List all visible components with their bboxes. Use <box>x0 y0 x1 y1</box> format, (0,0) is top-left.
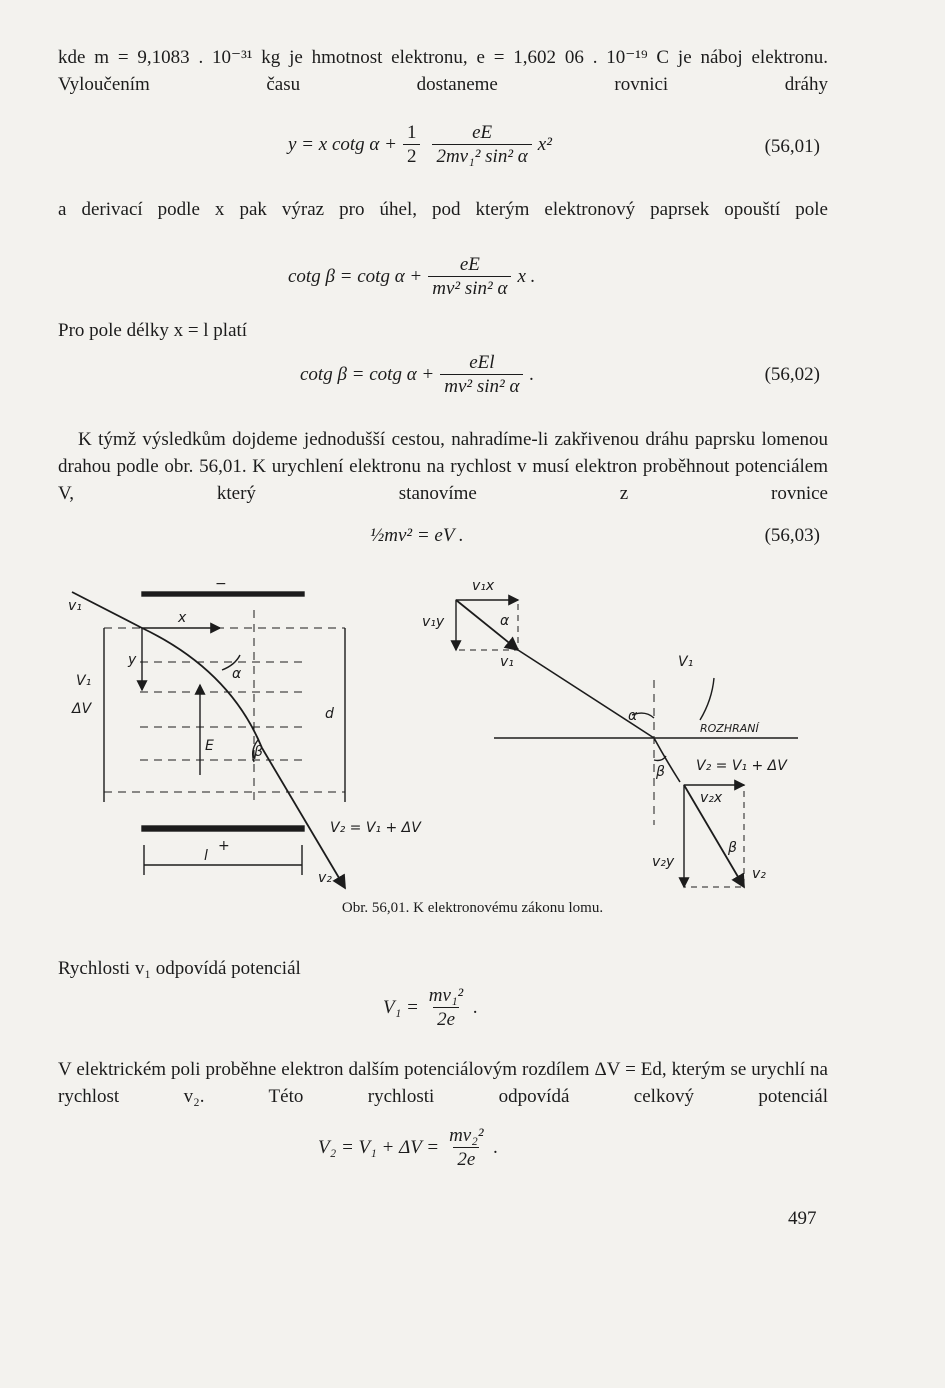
eq4-number: (56,03) <box>764 525 820 546</box>
eq6-den: 2e <box>453 1147 479 1171</box>
label-right-V1: V₁ <box>678 654 694 670</box>
label-y: y <box>128 652 137 668</box>
label-d: d <box>325 706 334 722</box>
label-v2x: v₂x <box>700 790 723 806</box>
eq1-half-num: 1 <box>406 122 417 143</box>
equation-56-03: ½mv² = eV . <box>370 525 464 546</box>
figure-caption: Obr. 56,01. K elektronovému zákonu lomu. <box>341 900 604 916</box>
label-right-v1: v₁ <box>500 654 514 670</box>
eq1-number: (56,01) <box>764 136 820 157</box>
label-x: x <box>178 610 187 626</box>
label-right-beta-bottom: β <box>728 840 737 856</box>
equation-cotg-beta <box>288 254 535 300</box>
eq6-lhs: V₂ = V₁ + ΔV = <box>318 1137 440 1158</box>
eq3-tail: . <box>529 364 535 385</box>
equation-V1 <box>383 985 478 1031</box>
label-left-alpha: α <box>232 666 242 682</box>
equation-56-02 <box>300 352 534 398</box>
eq3-den: mv² sin² α <box>440 374 523 398</box>
eq3-number: (56,02) <box>764 364 820 385</box>
page-number: 497 <box>788 1208 817 1229</box>
eq5-den: 2e <box>433 1007 459 1031</box>
eq2-lhs: cotg β = cotg α + <box>288 266 423 287</box>
label-left-V2-eq: V₂ = V₁ + ΔV <box>330 820 421 836</box>
eq5-fraction <box>425 985 467 1031</box>
eq1-num: eE <box>472 122 493 143</box>
eq5-lhs: V₁ = <box>383 997 419 1018</box>
eq1-den: 2mv₁² sin² α <box>432 144 531 168</box>
eq1-lhs: y = x cotg α + <box>288 134 397 155</box>
label-l: l <box>204 848 208 864</box>
paragraph-derivative: a derivací podle x pak výraz pro úhel, pod kterým elektronový paprsek opouští pole <box>58 199 828 220</box>
label-v2y: v₂y <box>652 854 675 870</box>
eq6-fraction <box>445 1125 487 1171</box>
paragraph-simpler-path: K týmž výsledkům dojdeme jednodušší cestou, nahradíme-li zakřivenou dráhu paprsku lomenou drahou podle obr. 56,01. K urychlení elektronu na rychlost v musí elektron proběhnout potenciálem V, který stanovíme z rovnice <box>58 429 828 504</box>
label-right-alpha: α <box>628 708 638 724</box>
label-E: E <box>205 738 214 754</box>
label-left-v1: v₁ <box>68 598 82 614</box>
label-deltaV: ΔV <box>72 701 92 717</box>
equation-56-01 <box>288 122 552 168</box>
label-left-beta: β <box>254 744 263 760</box>
label-minus: − <box>215 576 227 592</box>
label-plus: + <box>218 838 230 854</box>
eq6-tail: . <box>493 1137 499 1158</box>
negative-plate <box>142 592 304 596</box>
eq3-num: eEl <box>469 352 495 373</box>
eq1-tail: x² <box>537 134 552 155</box>
label-V1: V₁ <box>76 673 92 689</box>
eq5-tail: . <box>473 997 479 1018</box>
label-right-v2: v₂ <box>752 866 766 882</box>
eq2-num: eE <box>459 254 480 275</box>
eq1-fraction <box>432 122 531 168</box>
eq1-half-den: 2 <box>403 144 421 168</box>
paragraph-intro: kde m = 9,1083 . 10⁻³¹ kg je hmotnost elektronu, e = 1,602 06 . 10⁻¹⁹ C je náboj elektronu. Vyloučením času dostaneme rovnici dráhy <box>58 47 828 95</box>
eq3-lhs: cotg β = cotg α + <box>300 364 435 385</box>
eq1-half <box>403 122 421 168</box>
positive-plate <box>142 826 304 831</box>
label-right-beta-top: β <box>656 764 665 780</box>
equation-V2 <box>318 1125 498 1171</box>
paragraph-total-potential: V elektrickém poli proběhne elektron dalším potenciálovým rozdílem ΔV = Ed, kterým se urychlí na rychlost v₂. Této rychlosti odpovídá celkový potenciál <box>58 1059 828 1107</box>
label-rozhrani: ROZHRANÍ <box>700 722 759 735</box>
paragraph-field-length: Pro pole délky x = l platí <box>58 320 248 341</box>
label-right-alpha-top: α <box>500 613 510 629</box>
figure-electron-refraction <box>0 570 945 900</box>
eq5-num: mv₁² <box>428 985 464 1006</box>
eq3-fraction <box>440 352 523 398</box>
label-v1y: v₁y <box>422 614 445 630</box>
eq6-num: mv₂² <box>449 1125 484 1146</box>
eq2-tail: x . <box>517 266 536 287</box>
paragraph-velocity-potential: Rychlosti v₁ odpovídá potenciál <box>58 958 301 979</box>
label-right-V2-eq: V₂ = V₁ + ΔV <box>696 758 787 774</box>
eq2-fraction <box>428 254 511 300</box>
eq2-den: mv² sin² α <box>428 276 511 300</box>
label-left-v2: v₂ <box>318 870 332 886</box>
label-v1x: v₁x <box>472 578 495 594</box>
